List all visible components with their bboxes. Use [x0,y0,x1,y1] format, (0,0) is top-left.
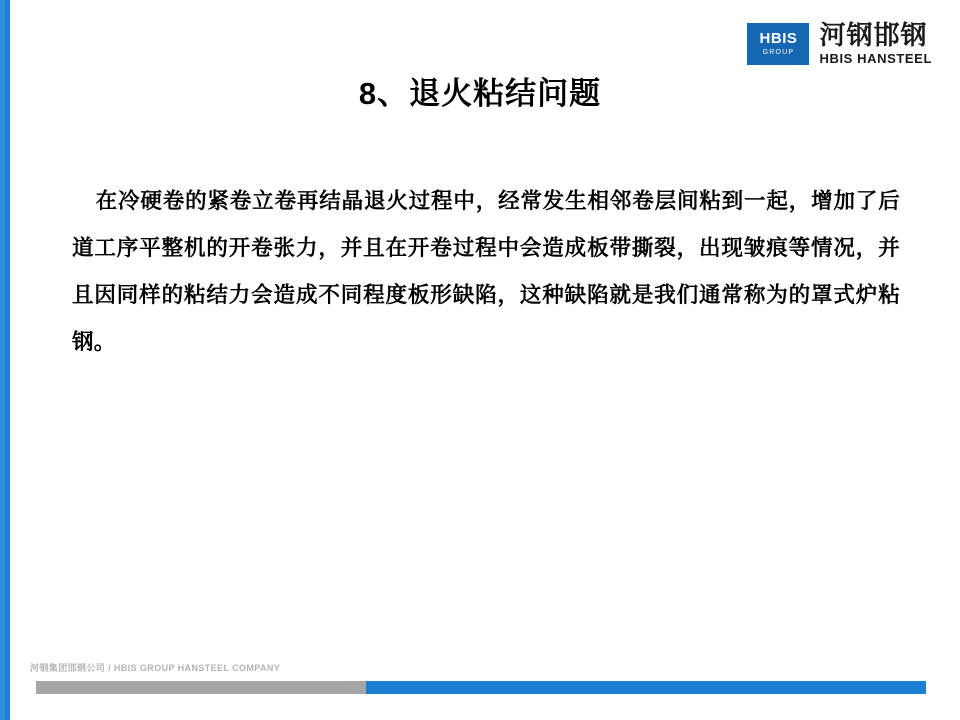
logo-mark-icon [747,23,809,65]
page-title: 8、退火粘结问题 [358,76,602,111]
footer-bar-blue-segment [366,681,926,694]
logo-mark-line2: GROUP [762,49,795,56]
footer-company-label: 河钢集团邯钢公司 / HBIS GROUP HANSTEEL COMPANY [30,663,281,673]
logo-wordmark [819,22,932,65]
company-logo [747,22,932,65]
footer-bar [36,681,926,694]
logo-name-cn: 河钢邯钢 [819,20,928,50]
logo-name-en: HBIS HANSTEEL [819,51,932,66]
logo-mark-line1: HBIS [759,30,798,47]
body-paragraph: 在冷硬卷的紧卷立卷再结晶退火过程中，经常发生相邻卷层间粘到一起，增加了后道工序平整机的开卷张力，并且在开卷过程中会造成板带撕裂，出现皱痕等情况，并且因同样的粘结力会造成不同程度板形缺陷，这种缺陷就是我们通常称为的罩式炉粘钢。 [72,189,900,354]
footer-bar-gray-segment [36,681,366,694]
